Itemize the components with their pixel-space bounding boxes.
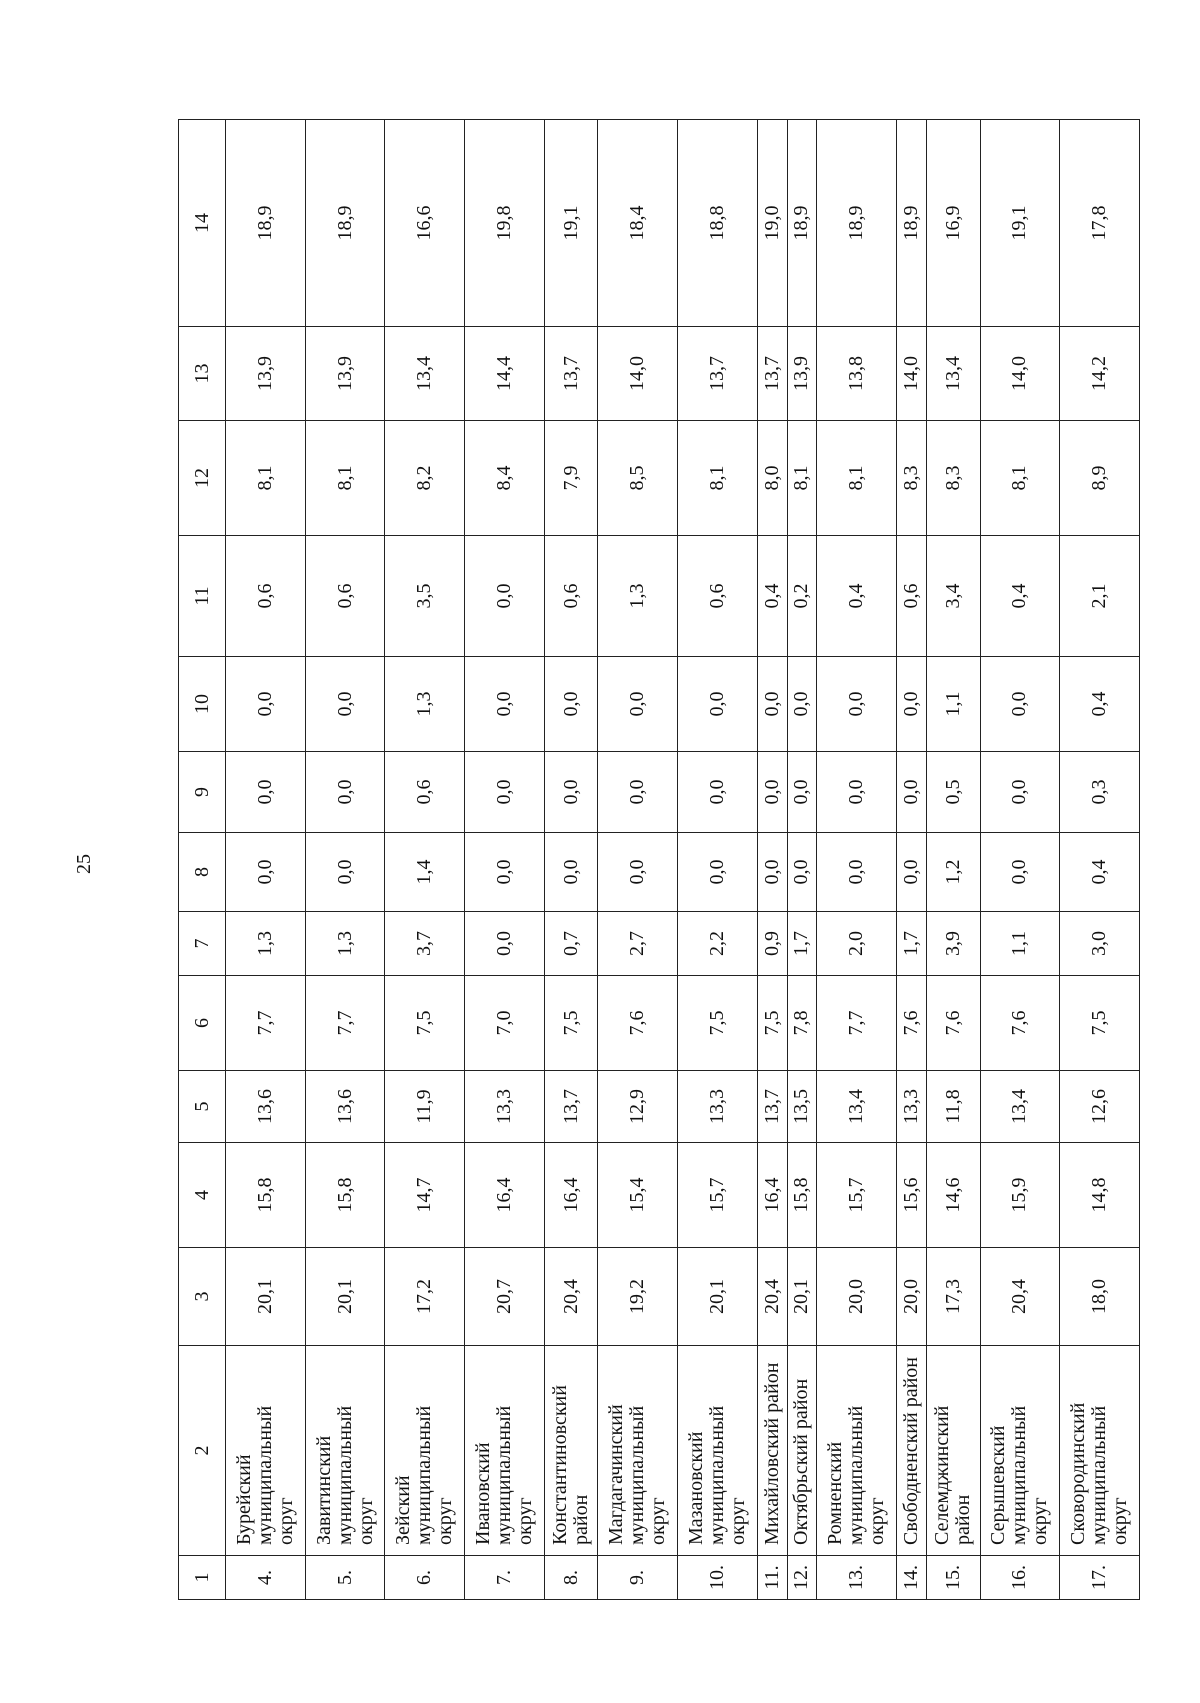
column-header: 3 (179, 1248, 226, 1346)
value-cell: 13,7 (544, 327, 598, 421)
municipality-name-cell: Ивановский муниципальный округ (465, 1346, 545, 1556)
value-cell: 14,0 (897, 327, 927, 421)
table-row (1060, 120, 1140, 1600)
value-cell: 3,5 (385, 536, 465, 657)
municipality-name-cell: Октябрьский район (787, 1346, 817, 1556)
value-cell: 3,7 (385, 912, 465, 976)
value-cell: 20,7 (465, 1248, 545, 1346)
value-cell: 19,1 (544, 120, 598, 327)
value-cell: 13,4 (980, 1071, 1060, 1143)
value-cell: 13,4 (817, 1071, 897, 1143)
value-cell: 1,3 (226, 912, 306, 976)
value-cell: 15,4 (598, 1143, 678, 1248)
municipality-name-cell: Ромненский муниципальный округ (817, 1346, 897, 1556)
value-cell: 11,9 (385, 1071, 465, 1143)
value-cell: 0,0 (980, 657, 1060, 752)
value-cell: 19,0 (757, 120, 787, 327)
value-cell: 0,6 (677, 536, 757, 657)
value-cell: 0,4 (980, 536, 1060, 657)
column-header: 2 (179, 1346, 226, 1556)
value-cell: 13,4 (926, 327, 980, 421)
value-cell: 13,8 (817, 327, 897, 421)
value-cell: 7,6 (926, 976, 980, 1071)
value-cell: 0,0 (817, 657, 897, 752)
value-cell: 13,9 (787, 327, 817, 421)
value-cell: 0,4 (817, 536, 897, 657)
value-cell: 1,3 (385, 657, 465, 752)
value-cell: 0,7 (544, 912, 598, 976)
value-cell: 15,8 (305, 1143, 385, 1248)
value-cell: 1,2 (926, 833, 980, 912)
value-cell: 1,1 (926, 657, 980, 752)
column-header: 7 (179, 912, 226, 976)
value-cell: 18,4 (598, 120, 678, 327)
value-cell: 0,0 (897, 833, 927, 912)
value-cell: 14,7 (385, 1143, 465, 1248)
table-row (926, 120, 980, 1600)
value-cell: 0,4 (1060, 657, 1140, 752)
municipality-name-cell: Бурейский муниципальный округ (226, 1346, 306, 1556)
value-cell: 1,7 (787, 912, 817, 976)
row-number-cell: 17. (1060, 1556, 1140, 1600)
value-cell: 16,4 (465, 1143, 545, 1248)
value-cell: 19,2 (598, 1248, 678, 1346)
value-cell: 0,2 (787, 536, 817, 657)
value-cell: 20,1 (226, 1248, 306, 1346)
value-cell: 0,3 (1060, 752, 1140, 833)
column-header: 13 (179, 327, 226, 421)
value-cell: 13,5 (787, 1071, 817, 1143)
value-cell: 20,4 (544, 1248, 598, 1346)
value-cell: 11,8 (926, 1071, 980, 1143)
value-cell: 2,1 (1060, 536, 1140, 657)
value-cell: 12,6 (1060, 1071, 1140, 1143)
value-cell: 14,2 (1060, 327, 1140, 421)
value-cell: 7,5 (385, 976, 465, 1071)
value-cell: 13,3 (897, 1071, 927, 1143)
value-cell: 18,9 (226, 120, 306, 327)
value-cell: 0,0 (598, 657, 678, 752)
value-cell: 0,0 (226, 752, 306, 833)
table-row (787, 120, 817, 1600)
table-row (980, 120, 1060, 1600)
value-cell: 0,0 (817, 833, 897, 912)
row-number-cell: 10. (677, 1556, 757, 1600)
value-cell: 15,8 (226, 1143, 306, 1248)
value-cell: 0,0 (598, 752, 678, 833)
value-cell: 0,0 (817, 752, 897, 833)
value-cell: 7,7 (817, 976, 897, 1071)
value-cell: 8,1 (787, 421, 817, 536)
value-cell: 0,0 (980, 833, 1060, 912)
value-cell: 1,1 (980, 912, 1060, 976)
value-cell: 20,0 (897, 1248, 927, 1346)
value-cell: 19,1 (980, 120, 1060, 327)
table-row (465, 120, 545, 1600)
value-cell: 13,9 (305, 327, 385, 421)
value-cell: 14,4 (465, 327, 545, 421)
value-cell: 16,9 (926, 120, 980, 327)
value-cell: 0,6 (385, 752, 465, 833)
value-cell: 0,0 (598, 833, 678, 912)
value-cell: 20,0 (817, 1248, 897, 1346)
value-cell: 14,0 (598, 327, 678, 421)
value-cell: 2,0 (817, 912, 897, 976)
value-cell: 15,7 (817, 1143, 897, 1248)
column-header: 10 (179, 657, 226, 752)
value-cell: 2,2 (677, 912, 757, 976)
row-number-cell: 6. (385, 1556, 465, 1600)
value-cell: 15,8 (787, 1143, 817, 1248)
value-cell: 7,6 (598, 976, 678, 1071)
column-header: 1 (179, 1556, 226, 1600)
row-number-cell: 12. (787, 1556, 817, 1600)
value-cell: 20,1 (787, 1248, 817, 1346)
municipality-name-cell: Михайловский район (757, 1346, 787, 1556)
value-cell: 0,0 (787, 752, 817, 833)
column-header: 14 (179, 120, 226, 327)
municipality-name-cell: Селемджинский район (926, 1346, 980, 1556)
value-cell: 7,7 (305, 976, 385, 1071)
value-cell: 0,0 (897, 657, 927, 752)
row-number-cell: 14. (897, 1556, 927, 1600)
value-cell: 18,0 (1060, 1248, 1140, 1346)
value-cell: 17,8 (1060, 120, 1140, 327)
value-cell: 8,3 (897, 421, 927, 536)
value-cell: 14,0 (980, 327, 1060, 421)
value-cell: 0,0 (465, 752, 545, 833)
value-cell: 0,0 (544, 657, 598, 752)
municipality-name-cell: Мазановский муниципальный округ (677, 1346, 757, 1556)
value-cell: 0,0 (465, 657, 545, 752)
value-cell: 13,7 (757, 1071, 787, 1143)
value-cell: 18,9 (817, 120, 897, 327)
value-cell: 0,9 (757, 912, 787, 976)
value-cell: 8,0 (757, 421, 787, 536)
value-cell: 8,1 (817, 421, 897, 536)
row-number-cell: 9. (598, 1556, 678, 1600)
value-cell: 0,0 (980, 752, 1060, 833)
table-row (897, 120, 927, 1600)
value-cell: 13,3 (677, 1071, 757, 1143)
municipality-name-cell: Зейский муниципальный округ (385, 1346, 465, 1556)
table-row (544, 120, 598, 1600)
value-cell: 0,0 (787, 833, 817, 912)
value-cell: 18,9 (897, 120, 927, 327)
municipality-name-cell: Серышевский муниципальный округ (980, 1346, 1060, 1556)
value-cell: 8,1 (305, 421, 385, 536)
value-cell: 0,6 (305, 536, 385, 657)
value-cell: 0,0 (544, 752, 598, 833)
value-cell: 3,9 (926, 912, 980, 976)
table-row (305, 120, 385, 1600)
municipality-name-cell: Константиновский район (544, 1346, 598, 1556)
value-cell: 8,1 (226, 421, 306, 536)
value-cell: 20,4 (980, 1248, 1060, 1346)
municipality-name-cell: Магдагачинский муниципальный округ (598, 1346, 678, 1556)
value-cell: 8,9 (1060, 421, 1140, 536)
column-header: 4 (179, 1143, 226, 1248)
value-cell: 20,4 (757, 1248, 787, 1346)
rotated-table-container (178, 120, 1140, 1600)
value-cell: 17,2 (385, 1248, 465, 1346)
table-row (817, 120, 897, 1600)
value-cell: 7,6 (897, 976, 927, 1071)
municipality-name-cell: Сковородинский муниципальный округ (1060, 1346, 1140, 1556)
value-cell: 8,5 (598, 421, 678, 536)
table-body (226, 120, 1140, 1600)
value-cell: 0,0 (677, 657, 757, 752)
value-cell: 0,0 (677, 752, 757, 833)
value-cell: 13,7 (677, 327, 757, 421)
value-cell: 0,6 (226, 536, 306, 657)
value-cell: 1,3 (598, 536, 678, 657)
column-header: 9 (179, 752, 226, 833)
value-cell: 7,0 (465, 976, 545, 1071)
value-cell: 14,8 (1060, 1143, 1140, 1248)
value-cell: 13,4 (385, 327, 465, 421)
value-cell: 0,0 (305, 657, 385, 752)
column-header: 5 (179, 1071, 226, 1143)
value-cell: 19,8 (465, 120, 545, 327)
value-cell: 8,1 (980, 421, 1060, 536)
column-header: 8 (179, 833, 226, 912)
value-cell: 0,0 (757, 833, 787, 912)
table-row (677, 120, 757, 1600)
value-cell: 0,0 (465, 536, 545, 657)
table-header-row (179, 120, 226, 1600)
value-cell: 0,0 (544, 833, 598, 912)
table-row (757, 120, 787, 1600)
value-cell: 16,6 (385, 120, 465, 327)
value-cell: 0,6 (544, 536, 598, 657)
row-number-cell: 13. (817, 1556, 897, 1600)
value-cell: 1,4 (385, 833, 465, 912)
value-cell: 0,0 (677, 833, 757, 912)
value-cell: 7,8 (787, 976, 817, 1071)
value-cell: 13,9 (226, 327, 306, 421)
value-cell: 7,5 (1060, 976, 1140, 1071)
table-row (226, 120, 306, 1600)
value-cell: 13,7 (757, 327, 787, 421)
page-number: 25 (73, 854, 95, 874)
column-header: 11 (179, 536, 226, 657)
table-row (598, 120, 678, 1600)
value-cell: 8,3 (926, 421, 980, 536)
value-cell: 0,4 (757, 536, 787, 657)
value-cell: 2,7 (598, 912, 678, 976)
value-cell: 14,6 (926, 1143, 980, 1248)
value-cell: 0,0 (305, 833, 385, 912)
value-cell: 7,7 (226, 976, 306, 1071)
value-cell: 18,9 (305, 120, 385, 327)
value-cell: 7,6 (980, 976, 1060, 1071)
value-cell: 8,4 (465, 421, 545, 536)
row-number-cell: 15. (926, 1556, 980, 1600)
value-cell: 7,5 (677, 976, 757, 1071)
value-cell: 0,4 (1060, 833, 1140, 912)
value-cell: 7,9 (544, 421, 598, 536)
value-cell: 20,1 (305, 1248, 385, 1346)
value-cell: 0,0 (465, 912, 545, 976)
table-row (385, 120, 465, 1600)
value-cell: 13,3 (465, 1071, 545, 1143)
value-cell: 0,6 (897, 536, 927, 657)
value-cell: 1,3 (305, 912, 385, 976)
value-cell: 7,5 (757, 976, 787, 1071)
row-number-cell: 8. (544, 1556, 598, 1600)
value-cell: 0,0 (757, 657, 787, 752)
municipality-name-cell: Свободненский район (897, 1346, 927, 1556)
value-cell: 3,0 (1060, 912, 1140, 976)
value-cell: 8,1 (677, 421, 757, 536)
value-cell: 0,0 (897, 752, 927, 833)
row-number-cell: 16. (980, 1556, 1060, 1600)
value-cell: 0,0 (757, 752, 787, 833)
value-cell: 0,5 (926, 752, 980, 833)
value-cell: 0,0 (465, 833, 545, 912)
municipality-name-cell: Завитинский муниципальный округ (305, 1346, 385, 1556)
value-cell: 15,9 (980, 1143, 1060, 1248)
row-number-cell: 7. (465, 1556, 545, 1600)
value-cell: 12,9 (598, 1071, 678, 1143)
value-cell: 3,4 (926, 536, 980, 657)
column-header: 6 (179, 976, 226, 1071)
value-cell: 8,2 (385, 421, 465, 536)
row-number-cell: 11. (757, 1556, 787, 1600)
data-table (178, 119, 1140, 1600)
value-cell: 13,6 (305, 1071, 385, 1143)
value-cell: 17,3 (926, 1248, 980, 1346)
column-header: 12 (179, 421, 226, 536)
value-cell: 15,6 (897, 1143, 927, 1248)
value-cell: 16,4 (757, 1143, 787, 1248)
value-cell: 0,0 (226, 657, 306, 752)
row-number-cell: 5. (305, 1556, 385, 1600)
value-cell: 13,6 (226, 1071, 306, 1143)
value-cell: 0,0 (305, 752, 385, 833)
value-cell: 7,5 (544, 976, 598, 1071)
value-cell: 0,0 (787, 657, 817, 752)
row-number-cell: 4. (226, 1556, 306, 1600)
value-cell: 15,7 (677, 1143, 757, 1248)
value-cell: 13,7 (544, 1071, 598, 1143)
value-cell: 1,7 (897, 912, 927, 976)
value-cell: 20,1 (677, 1248, 757, 1346)
value-cell: 16,4 (544, 1143, 598, 1248)
value-cell: 18,9 (787, 120, 817, 327)
value-cell: 0,0 (226, 833, 306, 912)
value-cell: 18,8 (677, 120, 757, 327)
